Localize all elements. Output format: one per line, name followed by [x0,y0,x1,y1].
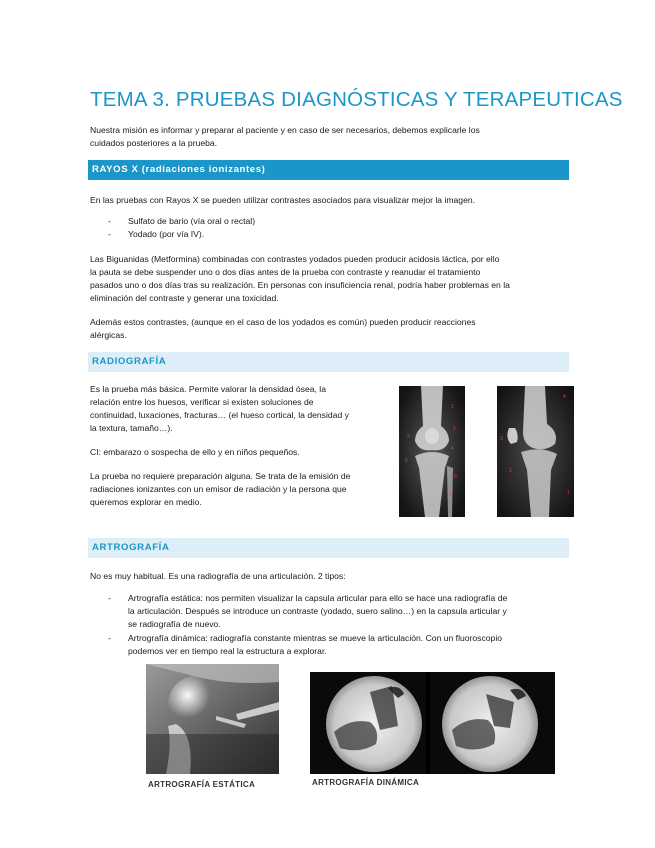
section-heading-artrografia [88,538,569,558]
artrografia-item-1-line: Artrografía estática: nos permiten visualizar la capsula articular para ello se hace una radiografía de [128,593,508,603]
rayos-paragraph-2-line: Las Biguanidas (Metformina) combinadas con contrastes yodados pueden producir acidosis láctica, por ello [90,254,500,264]
artrografia-item-1-line: la articulación. Después se introduce un contraste (yodado, suero salino…) en la capsula articular y [128,606,507,616]
section-heading-rayos [88,160,569,180]
artrografia-item-2-line: podemos ver en tiempo real la estructura a explorar. [128,646,327,656]
section-heading-radiografia-text: RADIOGRAFÍA [92,356,167,367]
caption-artrografia-dinamica: ARTROGRAFÍA DINÁMICA [312,778,420,787]
radiografia-paragraph-3-line: radiaciones ionizantes con un emisor de radiación y la persona que [90,484,347,494]
rayos-paragraph-2-line: eliminación del contraste y generar una toxicidad. [90,293,279,303]
rayos-paragraph-3-line: alérgicas. [90,330,127,340]
knee-front-label: 6 [454,474,457,480]
rayos-paragraph-1: En las pruebas con Rayos X se pueden utilizar contrastes asociados para visualizar mejor la imagen. [90,195,476,205]
radiografia-paragraph-1-line: la textura, tamaño…). [90,423,173,433]
list-bullet: - [108,229,111,239]
intro-line-2: cuidados posteriores a la prueba. [90,138,218,148]
radiografia-paragraph-3-line: queremos explorar en medio. [90,497,202,507]
list-bullet: - [108,216,111,226]
knee-front-label: 2 [453,426,456,432]
page-title: TEMA 3. PRUEBAS DIAGNÓSTICAS Y TERAPEUTICAS [90,88,623,111]
radiografia-paragraph-3-line: La prueba no requiere preparación alguna. Se trata de la emisión de [90,471,351,481]
knee-front-label: 7 [449,492,452,498]
knee-xray-frontal-image [399,386,465,517]
rayos-paragraph-3-line: Además estos contrastes, (aunque en el caso de los yodados es común) pueden producir reacciones [90,317,476,327]
radiografia-paragraph-1-line: relación entre los huesos, verificar si existen soluciones de [90,397,314,407]
artrografia-item-1-line: se radiografía de nuevo. [128,619,221,629]
section-heading-rayos-text: RAYOS X (radiaciones ionizantes) [92,164,266,175]
knee-front-label: 1 [451,404,454,410]
intro-line-1: Nuestra misión es informar y preparar al paciente y en caso de ser necesarios, debemos explicarle los [90,125,480,135]
radiografia-contraindication: CI: embarazo o sospecha de ello y en niños pequeños. [90,447,300,457]
artrografia-item-2-line: Artrografía dinámica: radiografía constante mientras se mueve la articulación. Con un fluoroscopio [128,633,503,643]
list-bullet: - [108,633,111,643]
radiografia-paragraph-1-line: Es la prueba más básica. Permite valorar la densidad ósea, la [90,384,326,394]
knee-front-label: 4 [451,446,454,452]
list-item: Yodado (por vía IV). [128,229,205,239]
knee-front-label: 3 [407,434,410,440]
knee-front-label: 5 [405,458,408,464]
list-item: Sulfato de bario (vía oral o rectal) [128,216,256,226]
artrografia-dinamica-image [310,672,555,774]
rayos-paragraph-2-line: pasados uno o dos días tras su realización. En personas con insuficiencia renal, podría haber problemas en la [90,280,510,290]
caption-artrografia-estatica: ARTROGRAFÍA ESTÁTICA [148,780,256,789]
knee-side-label: 2 [509,468,512,474]
artrografia-paragraph-1: No es muy habitual. Es una radiografía de una articulación. 2 tipos: [90,571,346,581]
knee-side-label: 4 [563,394,566,400]
artrografia-estatica-image [146,664,279,774]
section-heading-artrografia-text: ARTROGRAFÍA [92,542,170,553]
knee-xray-lateral-image [497,386,574,517]
rayos-paragraph-2-line: la pauta se debe suspender uno o dos días antes de la prueba con contraste y reanudar el tratamiento [90,267,481,277]
radiografia-paragraph-1-line: continuidad, luxaciones, fracturas… (el hueso cortical, la densidad y [90,410,349,420]
list-bullet: - [108,593,111,603]
section-heading-radiografia [88,352,569,372]
knee-side-label: 3 [500,436,503,442]
knee-side-label: 1 [567,490,570,496]
